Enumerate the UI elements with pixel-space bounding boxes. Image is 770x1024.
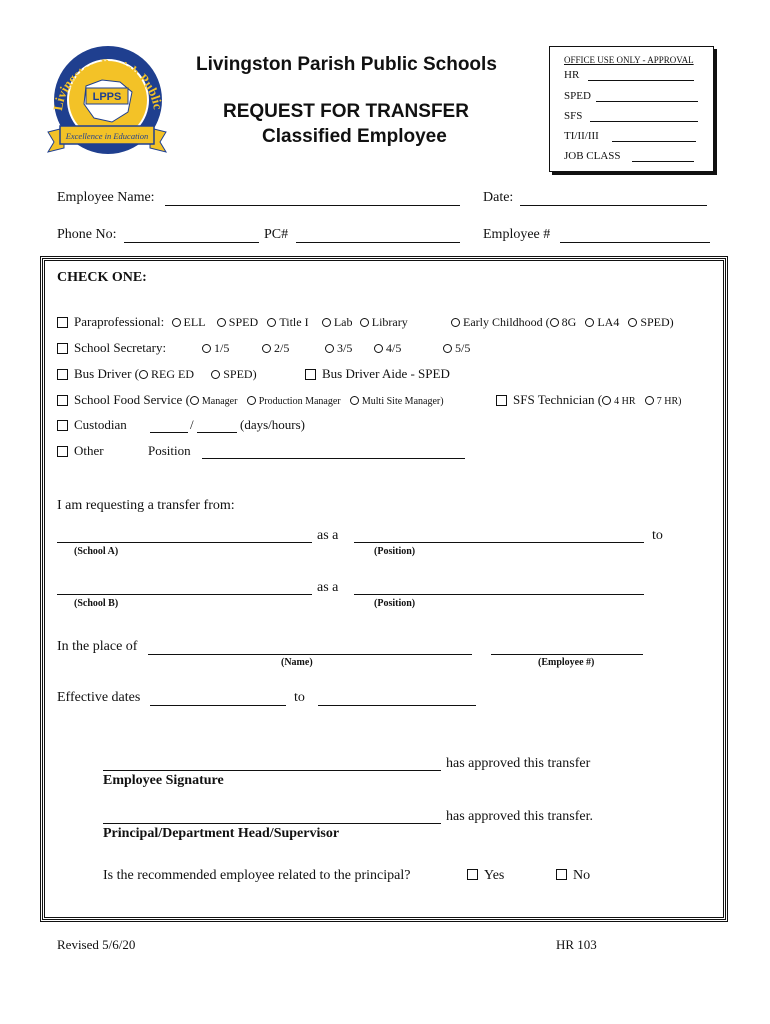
yes-label: Yes (484, 868, 505, 883)
school-b-field[interactable] (57, 594, 312, 595)
effective-end-field[interactable] (318, 705, 476, 706)
sec-3-5-radio[interactable] (325, 344, 334, 353)
other-position-label: Position (148, 443, 191, 458)
employee-signature-field[interactable] (103, 770, 441, 771)
transfer-intro: I am requesting a transfer from: (57, 498, 235, 513)
check-one-heading: CHECK ONE: (57, 270, 147, 285)
bus-reg-ed-radio[interactable] (139, 370, 148, 379)
ec-la4-radio[interactable] (585, 318, 594, 327)
principal-signature-field[interactable] (103, 823, 441, 824)
yes-checkbox[interactable] (467, 869, 478, 880)
food-manager-radio[interactable] (190, 396, 199, 405)
svg-text:Excellence in Education: Excellence in Education (65, 131, 149, 141)
sfs-technician-checkbox[interactable] (496, 395, 507, 406)
phone-label: Phone No: (57, 227, 117, 242)
svg-text:LPPS: LPPS (92, 91, 122, 103)
other-checkbox[interactable] (57, 446, 68, 457)
sec-1-5-radio[interactable] (202, 344, 211, 353)
to-label: to (652, 528, 663, 543)
in-place-name-field[interactable] (148, 654, 472, 655)
date-label: Date: (483, 190, 514, 205)
as-a-label-1: as a (317, 528, 339, 543)
school-a-field[interactable] (57, 542, 312, 543)
approved-text-1: has approved this transfer (446, 756, 591, 771)
food-production-radio[interactable] (247, 396, 256, 405)
early-childhood-radio[interactable] (451, 318, 460, 327)
sec-2-5-radio[interactable] (262, 344, 271, 353)
bus-row: Bus Driver ( REG ED SPED) (57, 366, 257, 382)
no-label: No (573, 868, 591, 883)
employee-name-field[interactable] (165, 205, 460, 206)
employee-signature-label: Employee Signature (103, 773, 224, 788)
secretary-row: School Secretary: (57, 340, 166, 356)
revised-date: Revised 5/6/20 (57, 937, 136, 952)
form-title: REQUEST FOR TRANSFER (223, 101, 469, 122)
other-label: Other (74, 443, 104, 458)
form-number: HR 103 (556, 937, 597, 952)
date-field[interactable] (520, 205, 707, 206)
main-form-box (42, 258, 726, 920)
org-name: Livingston Parish Public Schools (196, 54, 497, 75)
custodian-checkbox[interactable] (57, 420, 68, 431)
office-job-class: JOB CLASS (564, 150, 621, 162)
employee-caption: (Employee #) (538, 657, 595, 668)
office-use-heading: OFFICE USE ONLY - APPROVAL (564, 55, 694, 65)
para-title1-radio[interactable] (267, 318, 276, 327)
office-use-box (549, 46, 714, 172)
sec-4-5-radio[interactable] (374, 344, 383, 353)
employee-num-field[interactable] (560, 242, 710, 243)
other-position-field[interactable] (202, 458, 465, 459)
pc-label: PC# (264, 227, 289, 242)
ec-8g-radio[interactable] (550, 318, 559, 327)
para-checkbox[interactable] (57, 317, 68, 328)
office-sped: SPED (564, 90, 591, 102)
effective-start-field[interactable] (150, 705, 286, 706)
custodian-suffix: (days/hours) (240, 417, 305, 432)
bus-aide-label: Bus Driver Aide - SPED (322, 366, 450, 381)
principal-label: Principal/Department Head/Supervisor (103, 826, 340, 841)
school-b-caption: (School B) (74, 598, 119, 609)
effective-to-label: to (294, 690, 305, 705)
phone-field[interactable] (124, 242, 259, 243)
custodian-slash: / (190, 417, 194, 432)
name-caption: (Name) (281, 657, 313, 668)
food-row: School Food Service ( Manager Production Manager Multi Site Manager) (57, 392, 444, 408)
school-a-caption: (School A) (74, 546, 119, 557)
position-b-field[interactable] (354, 594, 644, 595)
custodian-hours-field[interactable] (197, 432, 237, 433)
bus-driver-checkbox[interactable] (57, 369, 68, 380)
position-a-caption: (Position) (374, 546, 416, 557)
sfs-group: SFS Technician ( 4 HR 7 HR) (496, 392, 682, 408)
no-checkbox[interactable] (556, 869, 567, 880)
ec-sped-radio[interactable] (628, 318, 637, 327)
form-subtitle: Classified Employee (262, 126, 447, 147)
office-sfs: SFS (564, 110, 583, 122)
office-hr: HR (564, 69, 580, 81)
custodian-label: Custodian (74, 417, 127, 432)
position-a-field[interactable] (354, 542, 644, 543)
bus-aide-checkbox[interactable] (305, 369, 316, 380)
food-service-checkbox[interactable] (57, 395, 68, 406)
employee-num-label: Employee # (483, 227, 551, 242)
sfs-7hr-radio[interactable] (645, 396, 654, 405)
lpps-logo (42, 36, 172, 158)
as-a-label-2: as a (317, 580, 339, 595)
related-question: Is the recommended employee related to the principal? (103, 868, 411, 883)
bus-sped-radio[interactable] (211, 370, 220, 379)
in-place-label: In the place of (57, 639, 138, 654)
approved-text-2: has approved this transfer. (446, 809, 593, 824)
in-place-employee-field[interactable] (491, 654, 643, 655)
pc-field[interactable] (296, 242, 460, 243)
para-ell-radio[interactable] (172, 318, 181, 327)
early-childhood-group: Early Childhood ( 8G LA4 SPED) (451, 315, 674, 330)
para-sped-radio[interactable] (217, 318, 226, 327)
effective-dates-label: Effective dates (57, 690, 141, 705)
sec-5-5-radio[interactable] (443, 344, 452, 353)
para-row: Paraprofessional: ELL SPED Title I Lab Library (57, 314, 408, 330)
food-multi-site-radio[interactable] (350, 396, 359, 405)
para-library-radio[interactable] (360, 318, 369, 327)
sfs-4hr-radio[interactable] (602, 396, 611, 405)
office-titles: TI/II/III (564, 130, 599, 142)
svg-text:Livingston Parish Public Schoo: Livingston Parish Public (50, 55, 166, 112)
employee-name-label: Employee Name: (57, 190, 155, 205)
position-b-caption: (Position) (374, 598, 416, 609)
custodian-days-field[interactable] (150, 432, 188, 433)
secretary-checkbox[interactable] (57, 343, 68, 354)
para-lab-radio[interactable] (322, 318, 331, 327)
